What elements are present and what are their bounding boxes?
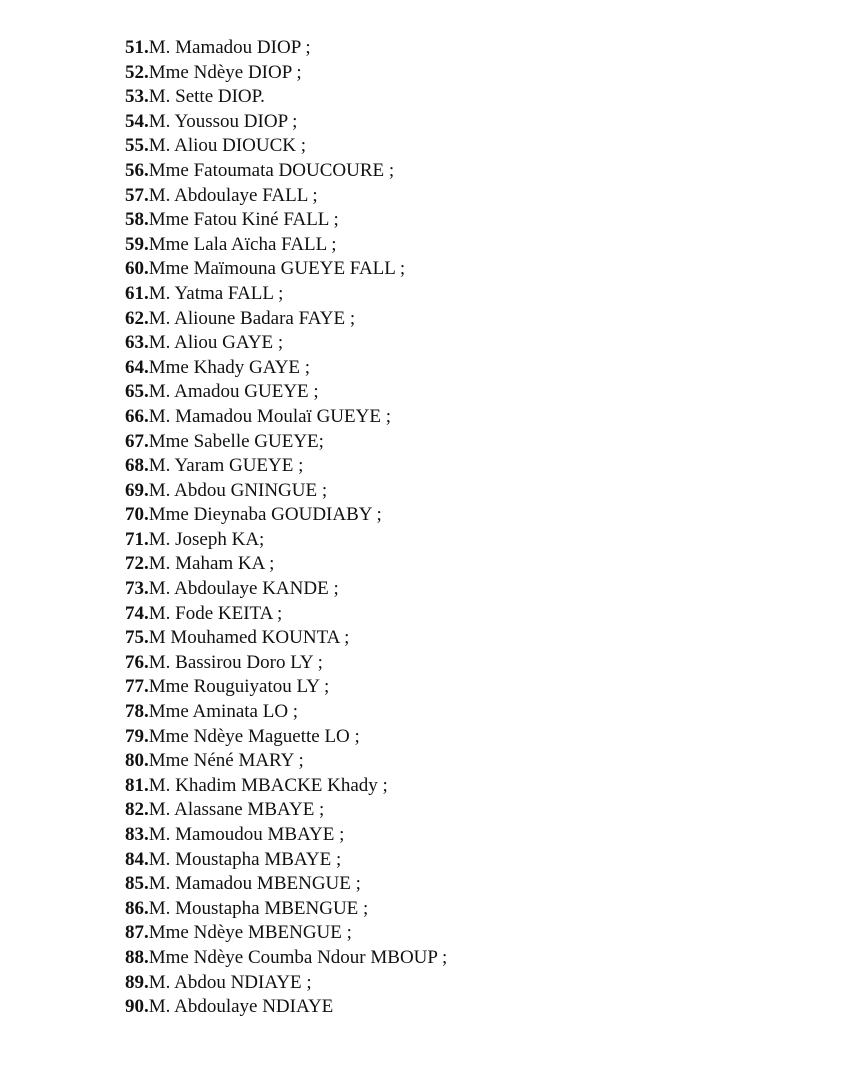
list-item [125, 700, 447, 725]
item-text: Mme Khady GAYE ; [148, 356, 311, 378]
item-text: M. Abdoulaye NDIAYE [148, 996, 334, 1018]
item-number: 52. [125, 61, 149, 83]
item-text: Mme Fatou Kiné FALL ; [148, 209, 339, 231]
item-text: Mme Ndèye Maguette LO ; [148, 725, 360, 747]
list-item [125, 61, 447, 86]
list-item [125, 577, 447, 602]
list-item [125, 651, 447, 676]
item-number: 82. [125, 799, 149, 821]
item-number: 77. [125, 676, 149, 698]
list-item [125, 946, 447, 971]
item-text: M. Moustapha MBAYE ; [148, 848, 342, 870]
item-text: M. Moustapha MBENGUE ; [148, 897, 369, 919]
list-item [125, 971, 447, 996]
item-text: M. Mamadou DIOP ; [148, 37, 311, 58]
item-number: 60. [125, 258, 149, 280]
item-text: M. Alioune Badara FAYE ; [148, 307, 356, 329]
list-item [125, 430, 447, 455]
item-number: 87. [125, 922, 149, 944]
name-list [125, 36, 447, 1020]
list-item [125, 626, 447, 651]
item-number: 89. [125, 971, 149, 993]
item-number: 73. [125, 578, 149, 600]
item-text: M. Youssou DIOP ; [148, 110, 298, 132]
item-number: 56. [125, 159, 149, 181]
item-number: 80. [125, 750, 149, 772]
list-item [125, 479, 447, 504]
item-number: 63. [125, 332, 149, 354]
list-item [125, 454, 447, 479]
item-text: M. Aliou GAYE ; [148, 332, 284, 354]
item-number: 85. [125, 873, 149, 895]
item-text: M. Fode KEITA ; [148, 602, 283, 624]
list-item [125, 380, 447, 405]
item-number: 57. [125, 184, 149, 206]
list-item [125, 257, 447, 282]
item-text: Mme Ndèye MBENGUE ; [148, 922, 352, 944]
list-item [125, 134, 447, 159]
item-number: 75. [125, 627, 149, 649]
item-number: 61. [125, 282, 149, 304]
item-number: 69. [125, 479, 149, 501]
list-item [125, 307, 447, 332]
item-number: 84. [125, 848, 149, 870]
list-item [125, 749, 447, 774]
item-number: 71. [125, 528, 149, 550]
item-text: Mme Rouguiyatou LY ; [148, 676, 330, 698]
item-number: 70. [125, 504, 149, 526]
item-number: 53. [125, 86, 149, 108]
item-text: M. Abdou NDIAYE ; [148, 971, 312, 993]
item-text: M. Mamoudou MBAYE ; [148, 824, 345, 845]
list-item [125, 110, 447, 135]
list-item [125, 725, 447, 750]
list-item [125, 159, 447, 184]
item-text: Mme Lala Aïcha FALL ; [148, 233, 337, 255]
list-item [125, 823, 447, 848]
item-number: 72. [125, 553, 149, 575]
list-item [125, 233, 447, 258]
item-text: M. Khadim MBACKE Khady ; [148, 774, 388, 796]
item-text: M. Mamadou Moulaï GUEYE ; [148, 405, 391, 427]
item-text: M. Amadou GUEYE ; [148, 381, 319, 403]
item-text: M. Maham KA ; [148, 553, 275, 575]
item-number: 65. [125, 381, 149, 403]
item-text: M. Yaram GUEYE ; [148, 455, 304, 477]
item-number: 51. [125, 37, 149, 58]
item-text: Mme Ndèye Coumba Ndour MBOUP ; [148, 946, 448, 968]
item-text: M. Bassirou Doro LY ; [148, 651, 323, 673]
item-number: 64. [125, 356, 149, 378]
item-text: Mme Dieynaba GOUDIABY ; [148, 504, 382, 526]
item-text: M. Abdou GNINGUE ; [148, 479, 328, 501]
item-text: Mme Néné MARY ; [148, 750, 304, 772]
list-item [125, 995, 447, 1020]
item-number: 79. [125, 725, 149, 747]
list-item [125, 897, 447, 922]
item-text: M. Joseph KA; [148, 528, 265, 550]
list-item [125, 872, 447, 897]
list-item [125, 798, 447, 823]
item-number: 58. [125, 209, 149, 231]
list-item [125, 552, 447, 577]
list-item [125, 184, 447, 209]
list-item [125, 528, 447, 553]
item-number: 90. [125, 996, 149, 1018]
item-number: 78. [125, 701, 149, 723]
list-item [125, 85, 447, 110]
item-number: 83. [125, 824, 149, 845]
item-text: M. Abdoulaye KANDE ; [148, 578, 339, 600]
list-item [125, 282, 447, 307]
item-number: 62. [125, 307, 149, 329]
item-number: 68. [125, 455, 149, 477]
list-item [125, 921, 447, 946]
item-number: 66. [125, 405, 149, 427]
item-number: 59. [125, 233, 149, 255]
item-number: 74. [125, 602, 149, 624]
list-item [125, 405, 447, 430]
list-item [125, 675, 447, 700]
item-text: Mme Fatoumata DOUCOURE ; [148, 159, 395, 181]
item-text: Mme Sabelle GUEYE; [148, 430, 324, 452]
item-text: Mme Maïmouna GUEYE FALL ; [148, 258, 406, 280]
item-number: 81. [125, 774, 149, 796]
item-text: M. Yatma FALL ; [148, 282, 284, 304]
item-text: Mme Ndèye DIOP ; [148, 61, 302, 83]
item-text: M Mouhamed KOUNTA ; [148, 627, 350, 649]
item-text: M. Aliou DIOUCK ; [148, 135, 307, 157]
item-number: 54. [125, 110, 149, 132]
list-item [125, 503, 447, 528]
item-text: M. Sette DIOP. [148, 86, 265, 108]
list-item [125, 356, 447, 381]
list-item [125, 208, 447, 233]
item-text: M. Alassane MBAYE ; [148, 799, 325, 821]
item-number: 86. [125, 897, 149, 919]
item-number: 76. [125, 651, 149, 673]
item-text: M. Mamadou MBENGUE ; [148, 873, 361, 895]
list-item [125, 36, 447, 61]
list-item [125, 602, 447, 627]
item-number: 55. [125, 135, 149, 157]
item-text: M. Abdoulaye FALL ; [148, 184, 318, 206]
item-number: 88. [125, 946, 149, 968]
list-item [125, 331, 447, 356]
item-text: Mme Aminata LO ; [148, 701, 299, 723]
list-item [125, 774, 447, 799]
list-item [125, 848, 447, 873]
item-number: 67. [125, 430, 149, 452]
